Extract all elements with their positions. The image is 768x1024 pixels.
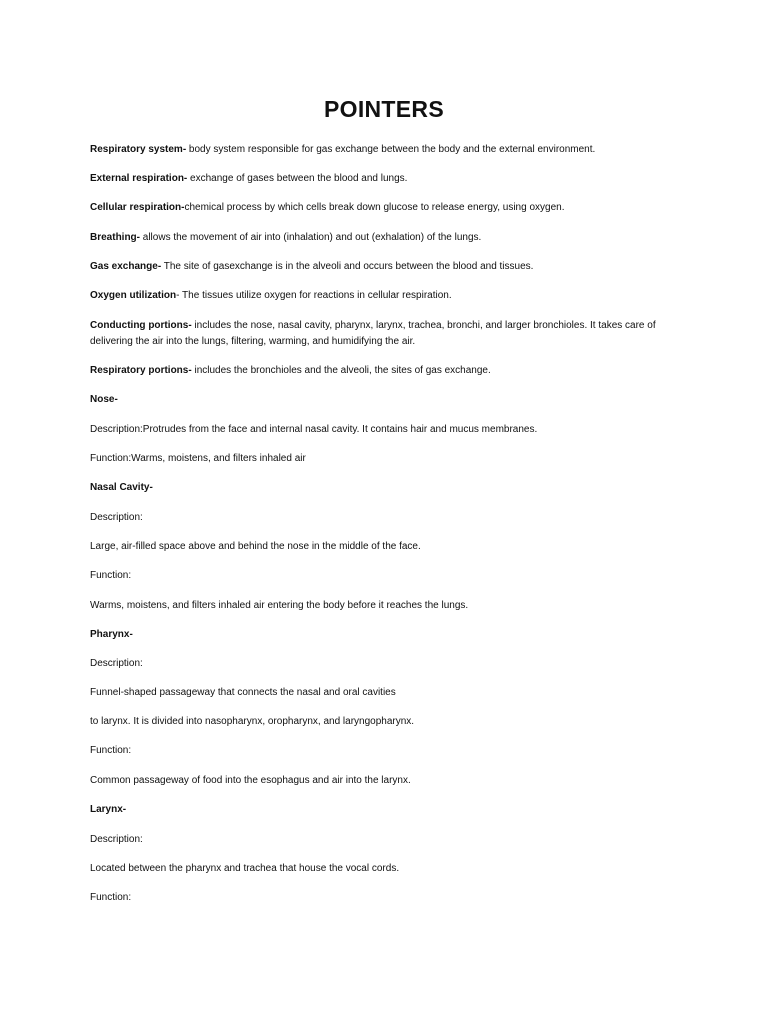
term-label: Respiratory system- <box>90 144 187 155</box>
body-text: Description: <box>90 834 143 845</box>
body-text: Function:Warms, moistens, and filters inhaled air <box>90 453 306 464</box>
body-text: Common passageway of food into the esophagus and air into the larynx. <box>90 775 411 786</box>
paragraph-pharynx-function <box>90 773 682 789</box>
paragraph-breathing <box>90 230 682 246</box>
body-text: Description: <box>90 658 143 669</box>
paragraph-pharynx-description-2 <box>90 714 682 730</box>
term-label: Larynx- <box>90 804 127 815</box>
paragraph-nasal-cavity-function <box>90 598 682 614</box>
heading-pharynx <box>90 627 682 643</box>
term-label: Nasal Cavity- <box>90 482 153 493</box>
paragraph-respiratory-system <box>90 142 682 158</box>
body-text: to larynx. It is divided into nasopharynx, oropharynx, and laryngopharynx. <box>90 716 415 727</box>
body-text: Description:Protrudes from the face and internal nasal cavity. It contains hair and mucus membranes. <box>90 424 538 435</box>
term-label: Oxygen utilization <box>90 290 177 301</box>
label-description <box>90 656 682 672</box>
term-label: Breathing- <box>90 232 140 243</box>
heading-larynx <box>90 802 682 818</box>
definition-text: The site of gasexchange is in the alveoli and occurs between the blood and tissues. <box>161 261 534 272</box>
label-description <box>90 832 682 848</box>
paragraph-gas-exchange <box>90 259 682 275</box>
label-function <box>90 568 682 584</box>
heading-nose <box>90 392 682 408</box>
body-text: Warms, moistens, and filters inhaled air entering the body before it reaches the lungs. <box>90 600 469 611</box>
label-function <box>90 890 682 906</box>
body-text: Function: <box>90 745 132 756</box>
definition-text: - The tissues utilize oxygen for reactions in cellular respiration. <box>176 290 452 301</box>
page-title: POINTERS <box>324 96 444 122</box>
body-text: Function: <box>90 570 132 581</box>
label-function <box>90 743 682 759</box>
definition-text: includes the nose, nasal cavity, pharynx, larynx, trachea, bronchi, and larger bronchioles. It takes care of delivering the air into the lungs, filtering, warming, and humidifying the air. <box>90 320 656 347</box>
paragraph-nasal-cavity-description <box>90 539 682 555</box>
body-text: Located between the pharynx and trachea that house the vocal cords. <box>90 863 400 874</box>
term-label: Respiratory portions- <box>90 365 192 376</box>
definition-text: allows the movement of air into (inhalation) and out (exhalation) of the lungs. <box>140 232 482 243</box>
definition-text: chemical process by which cells break down glucose to release energy, using oxygen. <box>184 202 565 213</box>
heading-nasal-cavity <box>90 480 682 496</box>
definition-text: body system responsible for gas exchange between the body and the external environment. <box>186 144 596 155</box>
paragraph-larynx-description <box>90 861 682 877</box>
term-label: Gas exchange- <box>90 261 162 272</box>
definition-text: exchange of gases between the blood and lungs. <box>187 173 408 184</box>
paragraph-nose-description <box>90 422 682 438</box>
term-label: Nose- <box>90 394 118 405</box>
paragraph-external-respiration <box>90 171 682 187</box>
paragraph-oxygen-utilization <box>90 288 682 304</box>
definition-text: includes the bronchioles and the alveoli, the sites of gas exchange. <box>191 365 491 376</box>
paragraph-respiratory-portions <box>90 363 682 379</box>
paragraph-conducting-portions <box>90 318 682 350</box>
body-text: Large, air-filled space above and behind the nose in the middle of the face. <box>90 541 421 552</box>
paragraph-cellular-respiration <box>90 200 682 216</box>
body-text: Funnel-shaped passageway that connects the nasal and oral cavities <box>90 687 396 698</box>
body-text: Description: <box>90 512 143 523</box>
term-label: Pharynx- <box>90 629 133 640</box>
body-text: Function: <box>90 892 132 903</box>
paragraph-pharynx-description-1 <box>90 685 682 701</box>
term-label: Conducting portions- <box>90 320 192 331</box>
term-label: External respiration- <box>90 173 188 184</box>
label-description <box>90 510 682 526</box>
paragraph-nose-function <box>90 451 682 467</box>
term-label: Cellular respiration- <box>90 202 185 213</box>
